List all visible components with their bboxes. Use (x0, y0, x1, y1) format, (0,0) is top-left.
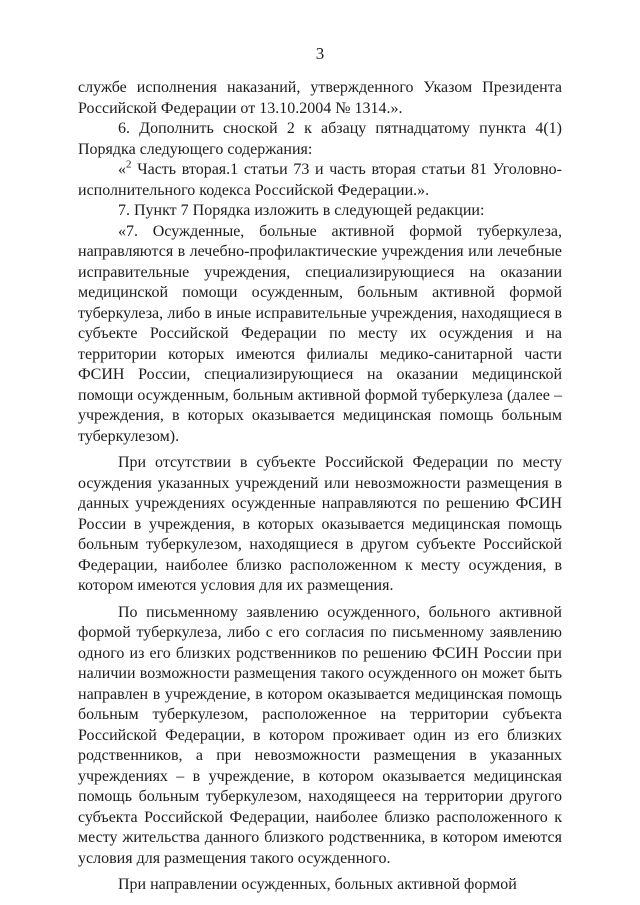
paragraph-continuation: службе исполнения наказаний, утвержденного Указом Президента Российской Федерации от 13.10.2004 № 1314.». (78, 79, 562, 117)
paragraph-direction: При направлении осужденных, больных активной формой (118, 876, 517, 893)
paragraph-written-request: По письменному заявлению осужденного, больного активной формой туберкулеза, либо с его согласия по письменному заявлению одного из его близких родственников по решению ФСИН России при наличии возможности размещения такого осужденного он может быть направлен в учреждение, в котором оказывается медицинская помощь больным туберкулезом, расположенное на территории субъекта Российской Федерации, в котором проживает один из его близких родственников, а при невозможности размещения в указанных учреждениях – в учреждение, в котором оказывается медицинская помощь больным туберкулезом, находящееся на территории другого субъекта Российской Федерации, наиболее близко расположенного к месту жительства данного близкого родственника, в котором имеются условия для размещения такого осужденного. (78, 603, 562, 867)
quote-open: « (118, 161, 126, 178)
paragraph-absence: При отсутствии в субъекте Российской Федерации по месту осуждения указанных учреждений или невозможности размещения в данных учреждениях осужденные направляются по решению ФСИН России в учреждения, в которых оказывается медицинская помощь больным туберкулезом, находящиеся в другом субъекте Российской Федерации, наиболее близко расположенном к месту осуждения, в котором имеются условия для их размещения. (78, 454, 562, 594)
paragraph-footnote-text (78, 160, 562, 201)
paragraph-item-7: 7. Пункт 7 Порядка изложить в следующей редакции: (118, 202, 485, 219)
paragraph-clause-7: «7. Осужденные, больные активной формой туберкулеза, направляются в лечебно-профилактические учреждения или лечебные исправительные учреждения, специализирующиеся на оказании медицинской помощи осужденным, больным активной формой туберкулеза, либо в иные исправительные учреждения, находящиеся в субъекте Российской Федерации по месту их осуждения и на территории которых имеются филиалы медико-санитарной части ФСИН России, специализирующиеся на оказании медицинской помощи осужденным, больным активной формой туберкулеза (далее – учреждения, в которых оказывается медицинская помощь больным туберкулезом). (78, 222, 562, 445)
document-body (78, 78, 562, 896)
paragraph-item-6: 6. Дополнить сноской 2 к абзацу пятнадцатому пункта 4(1) Порядка следующего содержания: (78, 120, 562, 158)
footnote-body: Часть вторая.1 статьи 73 и часть вторая статьи 81 Уголовно-исполнительного кодекса Российской Федерации.». (78, 161, 563, 199)
page-number: 3 (315, 44, 325, 63)
footnote-marker: 2 (126, 158, 132, 171)
